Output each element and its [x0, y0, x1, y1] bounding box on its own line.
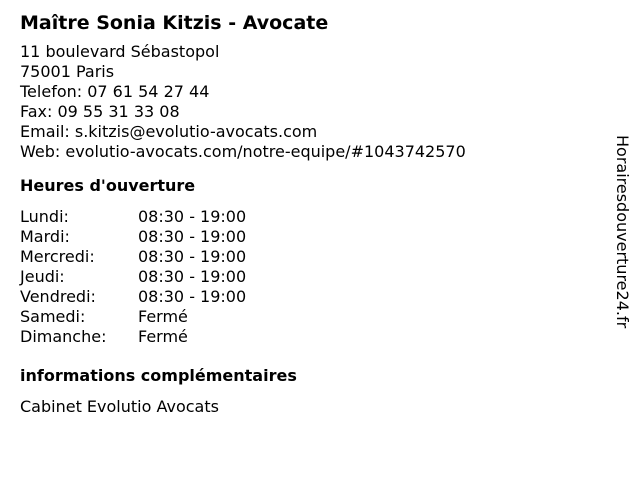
hours-title: Heures d'ouverture — [20, 176, 196, 195]
business-title: Maître Sonia Kitzis - Avocate — [20, 12, 329, 34]
day-label: Jeudi: — [20, 267, 65, 286]
vertical-brand-text: Horairesdouverture24.fr — [613, 135, 632, 329]
day-label: Mardi: — [20, 227, 70, 246]
hours-row-thursday — [20, 267, 600, 287]
day-label: Lundi: — [20, 207, 69, 226]
day-label: Dimanche: — [20, 327, 107, 346]
day-label: Samedi: — [20, 307, 86, 326]
time-value: 08:30 - 19:00 — [138, 207, 247, 226]
additional-info-text: Cabinet Evolutio Avocats — [20, 397, 219, 416]
business-card — [20, 10, 600, 417]
hours-row-wednesday — [20, 247, 600, 267]
time-value: 08:30 - 19:00 — [138, 287, 247, 306]
hours-row-tuesday — [20, 227, 600, 247]
day-label: Vendredi: — [20, 287, 96, 306]
phone-number: Telefon: 07 61 54 27 44 — [20, 82, 210, 101]
time-value: 08:30 - 19:00 — [138, 267, 247, 286]
hours-row-saturday — [20, 307, 600, 327]
contact-block — [20, 42, 600, 162]
hours-row-friday — [20, 287, 600, 307]
opening-hours-list — [20, 207, 600, 347]
fax-number: Fax: 09 55 31 33 08 — [20, 102, 180, 121]
time-value: Fermé — [138, 327, 188, 346]
hours-row-sunday — [20, 327, 600, 347]
time-value: 08:30 - 19:00 — [138, 227, 247, 246]
additional-info-title: informations complémentaires — [20, 366, 297, 385]
hours-row-monday — [20, 207, 600, 227]
day-label: Mercredi: — [20, 247, 95, 266]
street-address: 11 boulevard Sébastopol — [20, 42, 220, 61]
email-address: Email: s.kitzis@evolutio-avocats.com — [20, 122, 318, 141]
time-value: 08:30 - 19:00 — [138, 247, 247, 266]
time-value: Fermé — [138, 307, 188, 326]
website-address: Web: evolutio-avocats.com/notre-equipe/#1043742570 — [20, 142, 466, 161]
city-postal-code: 75001 Paris — [20, 62, 115, 81]
